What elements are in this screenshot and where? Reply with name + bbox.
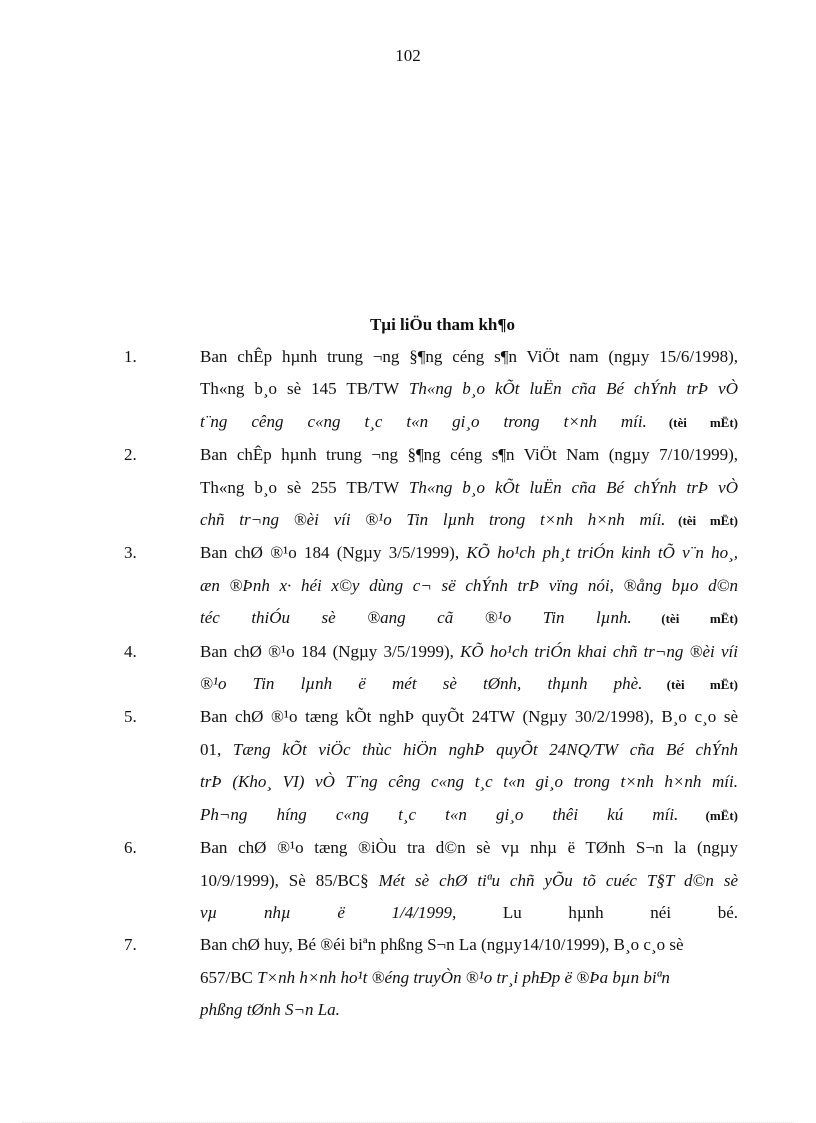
reference-item bbox=[124, 439, 738, 537]
reference-title: T×nh h×nh ho¹t ®éng truyÒn ®¹o tr¸i phÐp ë ®Þa bµn biªn bbox=[257, 967, 670, 987]
reference-number: 1. bbox=[124, 347, 137, 366]
reference-number: 6. bbox=[124, 838, 137, 858]
reference-title: t¨ng cêng c«ng t¸c t«n gi¸o trong t×nh míi bbox=[200, 411, 643, 431]
reference-item bbox=[124, 341, 738, 439]
reference-text: Th«ng b¸o sè 145 TB/TW bbox=[200, 379, 409, 399]
reference-title: Ph¬ng híng c«ng t¸c t«n gi¸o thêi kú míi bbox=[200, 804, 675, 824]
reference-item bbox=[124, 701, 738, 832]
reference-text: Ban chØ ®¹o tæng ®iÒu tra d©n sè vµ nhµ ë TØnh S¬n la (ngµy bbox=[200, 838, 738, 858]
reference-title: Tæng kÕt viÖc thùc hiÖn nghÞ quyÕt 24NQ/TW cña Bé chÝnh bbox=[232, 739, 738, 759]
classification-label: . (tèi mËt) bbox=[638, 677, 738, 693]
reference-item bbox=[124, 537, 738, 635]
reference-text: Ban chØ huy, Bé ®éi biªn phßng S¬n La (ngµy14/10/1999), B¸o c¸o sè bbox=[200, 935, 684, 955]
reference-title: KÕ ho¹ch ph¸t triÓn kinh tÕ v¨n ho¸, bbox=[466, 543, 738, 563]
reference-text: 10/9/1999), Sè 85/BC§ bbox=[200, 870, 379, 890]
reference-number: 7. bbox=[124, 935, 137, 955]
classification-label: . (tèi mËt) bbox=[661, 513, 738, 529]
page-number: 102 bbox=[395, 46, 421, 65]
reference-title: Mét sè chØ tiªu chñ yÕu tõ cuéc T§T d©n sè bbox=[378, 870, 738, 890]
reference-item bbox=[124, 929, 738, 1026]
reference-title: KÕ ho¹ch triÓn khai chñ tr¬ng ®èi víi bbox=[460, 641, 738, 661]
reference-number: 5. bbox=[124, 707, 137, 727]
reference-title: Th«ng b¸o kÕt luËn cña Bé chÝnh trÞ vÒ bbox=[408, 379, 739, 399]
reference-text: Ban chÊp hµnh trung ¬ng §¶ng céng s¶n ViÖt Nam (ngµy 7/10/1999), bbox=[200, 445, 738, 465]
reference-number: 4. bbox=[124, 641, 137, 661]
reference-item bbox=[124, 636, 738, 702]
reference-text: Lu hµnh néi bé. bbox=[456, 902, 738, 922]
reference-text: Ban chØ ®¹o 184 (Ngµy 3/5/1999), bbox=[200, 543, 467, 563]
classification-label: . (tèi mËt) bbox=[642, 414, 738, 430]
reference-title: trÞ (Kho¸ VI) vÒ T¨ng cêng c«ng t¸c t«n gi¸o trong t×nh h×nh míi. bbox=[200, 772, 738, 792]
reference-text: Ban chØ ®¹o 184 (Ngµy 3/5/1999), bbox=[200, 641, 461, 661]
reference-title: ®¹o Tin lµnh ë mét sè tØnh, thµnh phè bbox=[200, 674, 639, 694]
reference-text: Th«ng b¸o sè 255 TB/TW bbox=[200, 477, 409, 497]
references-heading: Tµi liÖu tham kh¶o bbox=[369, 315, 516, 334]
reference-number: 3. bbox=[124, 543, 137, 563]
reference-title: Th«ng b¸o kÕt luËn cña Bé chÝnh trÞ vÒ bbox=[408, 477, 739, 497]
classification-label: . (tèi mËt) bbox=[627, 611, 738, 627]
reference-title: æn ®Þnh x· héi x©y dùng c¬ së chÝnh trÞ vïng nói, ®ång bµo d©n bbox=[200, 575, 738, 595]
reference-text: Ban chÊp hµnh trung ¬ng §¶ng céng s¶n ViÖt nam (ngµy 15/6/1998), bbox=[200, 347, 738, 366]
reference-title: phßng tØnh S¬n La. bbox=[200, 1000, 340, 1020]
reference-number: 2. bbox=[124, 445, 137, 465]
reference-list bbox=[124, 341, 738, 1027]
reference-title: chñ tr¬ng ®èi víi ®¹o Tin lµnh trong t×nh h×nh míi bbox=[200, 510, 662, 530]
reference-title: vµ nhµ ë 1/4/1999, bbox=[200, 902, 457, 922]
reference-item bbox=[124, 832, 738, 929]
reference-text: 01, bbox=[200, 739, 233, 759]
classification-label: . (mËt) bbox=[674, 807, 738, 823]
reference-text: Ban chØ ®¹o tæng kÕt nghÞ quyÕt 24TW (Ngµy 30/2/1998), B¸o c¸o sè bbox=[200, 707, 738, 727]
reference-title: téc thiÓu sè ®ang cã ®¹o Tin lµnh bbox=[200, 608, 628, 628]
reference-text: 657/BC bbox=[200, 967, 258, 987]
